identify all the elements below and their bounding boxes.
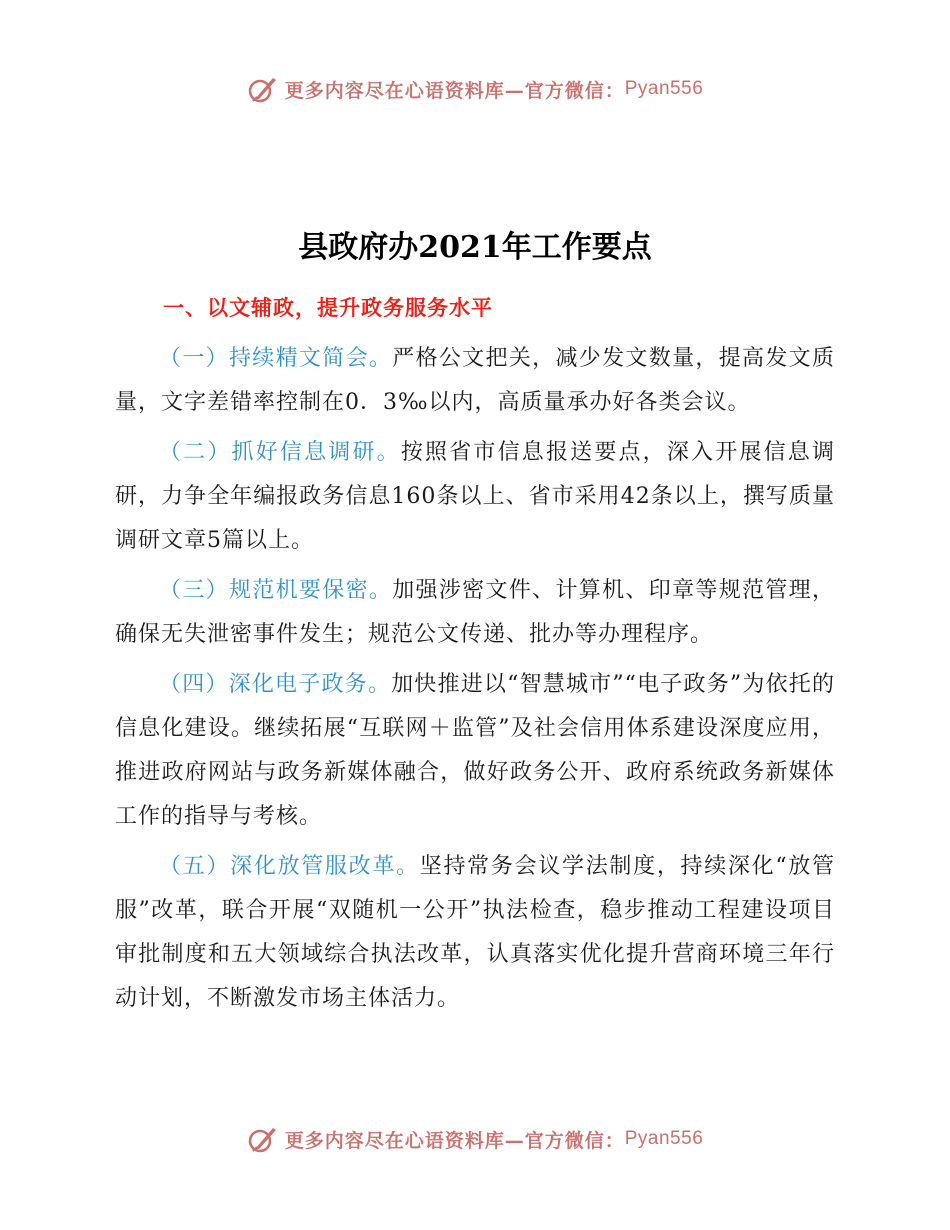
paragraph-lead: （五）深化放管服改革。 [159, 854, 420, 879]
paragraph-item-3 [115, 569, 835, 657]
paragraph-lead: （一）持续精文简会。 [159, 346, 393, 371]
paragraph-lead: （四）深化电子政务。 [159, 672, 392, 697]
paragraph-text: 加强涉密文件、计算机、印章等规范管理，确保无失泄密事件发生；规范公文传递、批办等办理程序。 [115, 578, 835, 647]
footer-banner [0, 1122, 950, 1156]
paragraph-text: 加快推进以“智慧城市”“电子政务”为依托的信息化建设。继续拓展“互联网＋监管”及社会信用体系建设深度应用，推进政府网站与政务新媒体融合，做好政务公开、政府系统政务新媒体工作的指导与考核。 [115, 672, 835, 829]
banner-wechat-id: Pyan556 [624, 78, 704, 99]
paragraph-text: 严格公文把关，减少发文数量，提高发文质量，文字差错率控制在0．3‰以内，高质量承办好各类会议。 [115, 346, 835, 415]
document-title: 县政府办2021年工作要点 [298, 230, 652, 265]
document-body [115, 337, 835, 1027]
banner-text: 更多内容尽在心语资料库—官方微信： [284, 79, 625, 102]
quill-logo-icon [247, 73, 279, 105]
header-banner [0, 72, 950, 106]
paragraph-lead: （三）规范机要保密。 [159, 578, 393, 603]
section-heading: 一、以文辅政，提升政务服务水平 [163, 296, 493, 320]
paragraph-item-5 [115, 845, 835, 1021]
paragraph-text: 坚持常务会议学法制度，持续深化“放管服”改革，联合开展“双随机一公开”执法检查，稳步推动工程建设项目审批制度和五大领域综合执法改革，认真落实优化提升营商环境三年行动计划，不断激发市场主体活力。 [115, 854, 835, 1011]
banner-text: 更多内容尽在心语资料库—官方微信： [284, 1129, 625, 1152]
banner-wechat-id: Pyan556 [624, 1128, 704, 1149]
paragraph-lead: （二）抓好信息调研。 [159, 440, 401, 465]
paragraph-text: 按照省市信息报送要点，深入开展信息调研，力争全年编报政务信息160条以上、省市采用42条以上，撰写质量调研文章5篇以上。 [115, 440, 835, 553]
paragraph-item-1 [115, 337, 835, 425]
paragraph-item-4 [115, 663, 835, 839]
quill-logo-icon [247, 1123, 279, 1155]
paragraph-item-2 [115, 431, 835, 563]
